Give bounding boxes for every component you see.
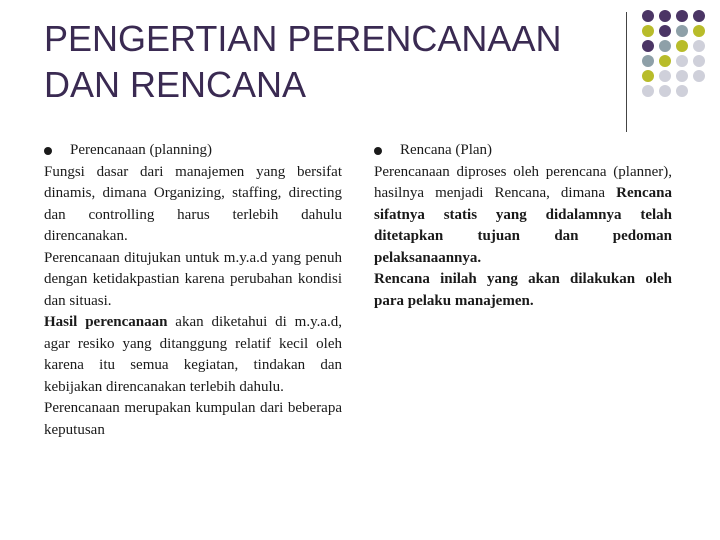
decorative-dot (693, 40, 705, 52)
left-paragraph-4: Perencanaan merupakan kumpulan dari beberapa keputusan (44, 400, 342, 438)
decorative-dot (676, 10, 688, 22)
decorative-dot (693, 10, 705, 22)
decorative-dot (676, 70, 688, 82)
left-heading: Perencanaan (planning) (70, 142, 213, 158)
left-paragraph-2: Perencanaan ditujukan untuk m.y.a.d yang penuh dengan ketidakpastian karena perubahan kondisi dan situasi. (44, 249, 342, 309)
right-paragraph-1-normal: Perencanaan diproses oleh perencana (planner), hasilnya menjadi Rencana, dimana (374, 163, 672, 201)
bullet-icon (44, 147, 52, 155)
decorative-dot (693, 85, 705, 97)
decorative-dot (659, 40, 671, 52)
decorative-dot (642, 70, 654, 82)
decorative-dot (642, 55, 654, 67)
bullet-icon (374, 147, 382, 155)
decorative-dot (676, 55, 688, 67)
left-paragraph-3-rest: akan diketahui di m.y.a.d, agar resiko yang ditanggung relatif kecil oleh karena itu semua kegiatan, tindakan dan kebijakan direncanakan terlebih dahulu. (44, 314, 343, 395)
slide-title (44, 16, 619, 108)
left-heading-row (44, 140, 342, 162)
decorative-dot (659, 10, 671, 22)
decorative-dot (659, 85, 671, 97)
decorative-dot (659, 70, 671, 82)
left-paragraph-3 (44, 312, 342, 398)
decorative-dot (693, 55, 705, 67)
right-column (374, 140, 672, 312)
decorative-dot (642, 40, 654, 52)
decorative-dot-grid (642, 10, 706, 98)
left-column (44, 140, 342, 441)
title-line-2: DAN RENCANA (44, 64, 307, 105)
right-heading-row (374, 140, 672, 162)
left-paragraph-1: Fungsi dasar dari manajemen yang bersifat dinamis, dimana Organizing, staffing, directing dan controlling harus terlebih dahulu direncanakan. (44, 163, 342, 244)
decorative-dot (642, 85, 654, 97)
decorative-dot (676, 40, 688, 52)
right-heading: Rencana (Plan) (400, 142, 493, 158)
right-paragraph-1 (374, 162, 672, 270)
decorative-dot (676, 25, 688, 37)
right-paragraph-1-bold: Rencana sifatnya statis yang didalamnya telah ditetapkan tujuan dan pedoman pelaksanaannya. (374, 185, 672, 266)
right-paragraph-2: Rencana inilah yang akan dilakukan oleh para pelaku manajemen. (374, 271, 672, 309)
left-paragraph-3-bold: Hasil perencanaan (44, 314, 168, 330)
decorative-dot (659, 55, 671, 67)
title-line-1: PENGERTIAN PERENCANAAN (44, 18, 562, 59)
decorative-dot (693, 25, 705, 37)
decorative-dot (676, 85, 688, 97)
title-divider-line (626, 12, 627, 132)
decorative-dot (659, 25, 671, 37)
decorative-dot (642, 25, 654, 37)
decorative-dot (693, 70, 705, 82)
decorative-dot (642, 10, 654, 22)
